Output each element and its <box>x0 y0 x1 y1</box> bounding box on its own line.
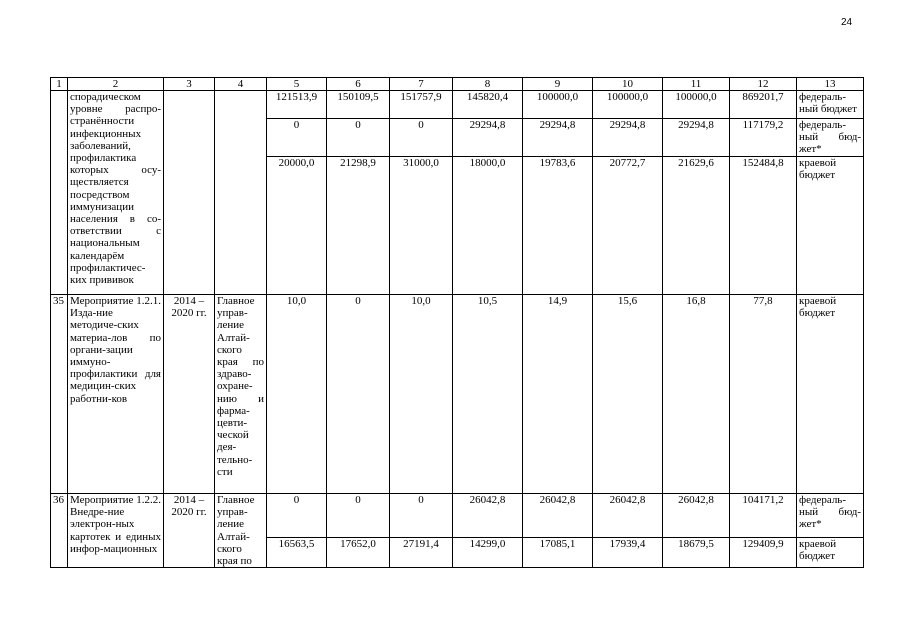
header-cell: 11 <box>663 78 730 91</box>
value-cell: 17085,1 <box>523 538 593 568</box>
value-cell: 21298,9 <box>327 157 390 295</box>
header-cell: 7 <box>390 78 453 91</box>
row-number: 35 <box>51 295 68 494</box>
funding-source: федераль-ный бюджет <box>797 91 864 119</box>
header-row <box>51 78 864 91</box>
table-row <box>51 91 864 119</box>
funding-source: краевой бюджет <box>797 538 864 568</box>
period: 2014 – 2020 гг. <box>164 494 215 568</box>
measure-name: спорадическом уровне распро-странённости инфекционных заболеваний, профилактика которых осу-ществляется посредством иммунизации населения в со-ответствии с национальным календарём профилактичес-ких прививок <box>68 91 164 295</box>
row-number <box>51 91 68 295</box>
value-cell: 14299,0 <box>453 538 523 568</box>
value-cell: 27191,4 <box>390 538 453 568</box>
header-cell: 5 <box>267 78 327 91</box>
header-cell: 9 <box>523 78 593 91</box>
header-cell: 10 <box>593 78 663 91</box>
header-cell: 1 <box>51 78 68 91</box>
value-cell: 100000,0 <box>593 91 663 119</box>
executor: Главное управ-ление Алтай-ского края по здраво-охране-нию и фарма-цевти-ческой дея-тельно-сти <box>215 295 267 494</box>
value-cell: 0 <box>390 119 453 157</box>
header-cell: 3 <box>164 78 215 91</box>
value-cell: 20000,0 <box>267 157 327 295</box>
period <box>164 91 215 295</box>
value-cell: 20772,7 <box>593 157 663 295</box>
value-cell: 26042,8 <box>453 494 523 538</box>
value-cell: 16563,5 <box>267 538 327 568</box>
header-cell: 4 <box>215 78 267 91</box>
value-cell: 10,0 <box>390 295 453 494</box>
value-cell: 151757,9 <box>390 91 453 119</box>
executor <box>215 91 267 295</box>
value-cell: 145820,4 <box>453 91 523 119</box>
header-cell: 12 <box>730 78 797 91</box>
value-cell: 21629,6 <box>663 157 730 295</box>
value-cell: 10,5 <box>453 295 523 494</box>
funding-table <box>50 77 864 568</box>
funding-source: краевой бюджет <box>797 157 864 295</box>
header-cell: 2 <box>68 78 164 91</box>
measure-name: Мероприятие 1.2.2. Внедре-ние электрон-ных картотек и единых инфор-мационных <box>68 494 164 568</box>
table-row <box>51 295 864 494</box>
value-cell: 18000,0 <box>453 157 523 295</box>
period: 2014 – 2020 гг. <box>164 295 215 494</box>
value-cell: 29294,8 <box>663 119 730 157</box>
value-cell: 17652,0 <box>327 538 390 568</box>
value-cell: 14,9 <box>523 295 593 494</box>
header-cell: 8 <box>453 78 523 91</box>
value-cell: 0 <box>327 494 390 538</box>
value-cell: 18679,5 <box>663 538 730 568</box>
value-cell: 0 <box>267 119 327 157</box>
value-cell: 121513,9 <box>267 91 327 119</box>
value-cell: 31000,0 <box>390 157 453 295</box>
value-cell: 29294,8 <box>593 119 663 157</box>
value-cell: 0 <box>327 119 390 157</box>
total-cell: 77,8 <box>730 295 797 494</box>
value-cell: 0 <box>267 494 327 538</box>
value-cell: 26042,8 <box>593 494 663 538</box>
executor: Главное управ-ление Алтай-ского края по <box>215 494 267 568</box>
funding-source: федераль-ный бюд-жет* <box>797 494 864 538</box>
value-cell: 150109,5 <box>327 91 390 119</box>
measure-name: Мероприятие 1.2.1. Изда-ние методиче-ских материа-лов по органи-зации иммуно-профилактики для медицин-ских работни-ков <box>68 295 164 494</box>
value-cell: 29294,8 <box>453 119 523 157</box>
header-cell: 6 <box>327 78 390 91</box>
value-cell: 15,6 <box>593 295 663 494</box>
value-cell: 100000,0 <box>663 91 730 119</box>
value-cell: 19783,6 <box>523 157 593 295</box>
table-row <box>51 494 864 538</box>
value-cell: 10,0 <box>267 295 327 494</box>
header-cell: 13 <box>797 78 864 91</box>
value-cell: 100000,0 <box>523 91 593 119</box>
total-cell: 104171,2 <box>730 494 797 538</box>
value-cell: 26042,8 <box>663 494 730 538</box>
value-cell: 0 <box>327 295 390 494</box>
total-cell: 117179,2 <box>730 119 797 157</box>
funding-source: федераль-ный бюд-жет* <box>797 119 864 157</box>
value-cell: 16,8 <box>663 295 730 494</box>
total-cell: 152484,8 <box>730 157 797 295</box>
value-cell: 17939,4 <box>593 538 663 568</box>
total-cell: 129409,9 <box>730 538 797 568</box>
page-number: 24 <box>841 17 853 28</box>
value-cell: 26042,8 <box>523 494 593 538</box>
total-cell: 869201,7 <box>730 91 797 119</box>
row-number: 36 <box>51 494 68 568</box>
funding-source: краевой бюджет <box>797 295 864 494</box>
value-cell: 29294,8 <box>523 119 593 157</box>
value-cell: 0 <box>390 494 453 538</box>
